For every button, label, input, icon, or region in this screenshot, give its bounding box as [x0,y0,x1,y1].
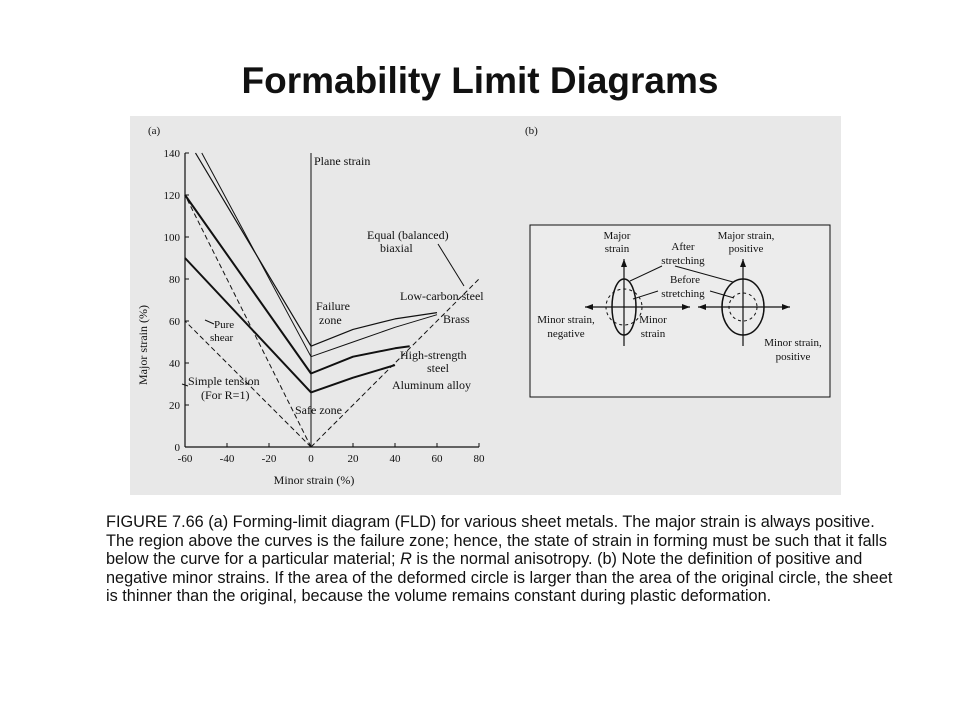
equal-biaxial-leader [438,244,464,286]
y-tick-label: 80 [169,274,180,286]
y-axis-label: Major strain (%) [136,305,150,385]
caption-r-symbol: R [400,550,412,568]
equal-biaxial-label-1: Equal (balanced) [367,228,449,242]
simple-tension-label-1: Simple tension [188,374,260,388]
high-strength-steel-label-2: steel [427,361,449,375]
y-tick-label: 140 [163,148,180,160]
minor-negative-label-2: negative [547,328,585,340]
equal-biaxial-label-2: biaxial [380,241,413,255]
curve-labels [392,289,484,392]
y-tick-label: 60 [169,316,180,328]
major-positive-label-2: positive [728,243,764,255]
y-tick-label: 40 [169,358,180,370]
low-carbon-steel-label: Low-carbon steel [400,289,484,303]
fld-chart [136,125,485,487]
before-stretching-label-1: Before [670,274,700,286]
x-tick-label: 60 [431,453,443,465]
x-tick-label: -20 [261,453,277,465]
y-tick-label: 120 [163,190,180,202]
minor-negative-label-1: Minor strain, [537,314,595,326]
figure-caption [106,513,906,606]
plane-strain-label: Plane strain [314,154,371,168]
high-strength-steel-label: High-strength [400,348,467,362]
before-stretching-label-2: stretching [661,288,705,300]
brass-label: Brass [443,312,470,326]
failure-zone-label-2: zone [319,313,342,327]
minor-strain-label-1: Minor [639,314,667,326]
page-title: Formability Limit Diagrams [241,60,719,101]
x-tick-label: 80 [473,453,485,465]
x-tick-label: 40 [389,453,401,465]
panel-b-label: (b) [525,125,538,137]
after-stretching-label-1: After [671,241,695,253]
x-ticks [178,443,485,465]
simple-tension-label-2: (For R=1) [201,388,250,402]
y-tick-label: 20 [169,400,180,412]
y-tick-label: 0 [174,442,180,454]
strain-definition-diagram [525,125,830,397]
minor-positive-label-1: Minor strain, [764,337,822,349]
after-stretching-label-2: stretching [661,255,705,267]
aluminum-alloy-label: Aluminum alloy [392,378,471,392]
pure-shear-label-2: shear [210,332,234,344]
safe-zone-label: Safe zone [295,403,342,417]
x-axis-label: Minor strain (%) [273,473,355,487]
panel-a-label: (a) [148,125,161,137]
major-positive-label-1: Major strain, [717,230,775,242]
failure-zone-label-1: Failure [316,299,350,313]
pure-shear-leader [205,320,214,324]
figure-svg [130,116,841,495]
high-strength-steel-curve [185,195,410,374]
major-strain-label-1: Major [603,230,631,242]
x-tick-label: -60 [177,453,193,465]
x-tick-label: 0 [308,453,314,465]
y-tick-label: 100 [163,232,180,244]
caption-text-1: FIGURE 7.66 (a) Forming-limit diagram (FLD) for various sheet metals. The major strain is always positive. The region above the curves is the failure zone; hence, the state of strain in forming must be such that it falls below the curve for a particular material; [106,513,888,568]
x-tick-label: -40 [219,453,235,465]
caption-text-2: is the normal anisotropy. (b) Note the definition of positive and negative minor strains. If the area of the deformed circle is larger than the area of the original circle, the sheet is thinner than the original, because the volume remains constant during plastic deformation. [106,550,893,605]
x-tick-label: 20 [347,453,359,465]
minor-strain-label-2: strain [640,328,666,340]
minor-positive-label-2: positive [775,351,811,363]
pure-shear-label-1: Pure [214,319,235,331]
major-strain-label-2: strain [604,243,630,255]
